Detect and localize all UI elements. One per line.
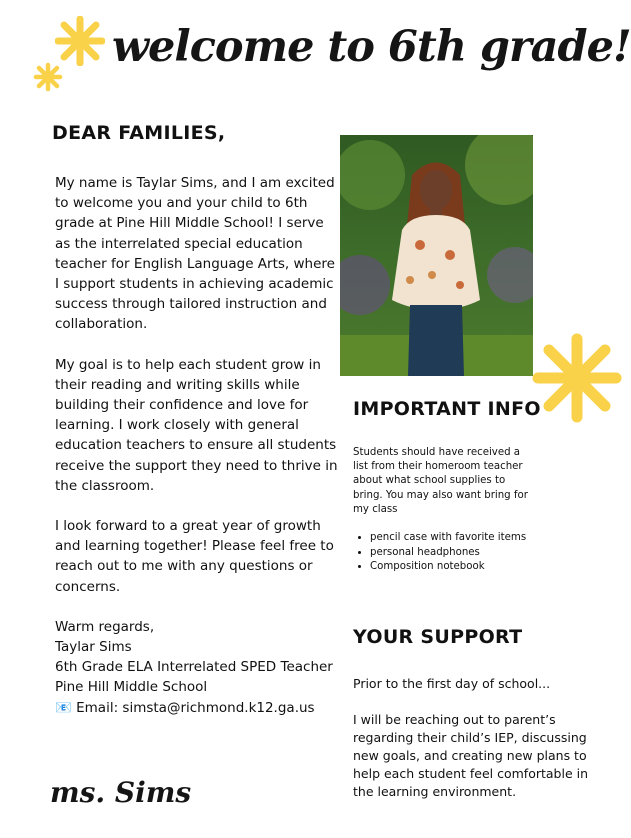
portrait-illustration [340,135,533,376]
sparkle-large-icon [55,16,105,66]
email-line [55,698,340,718]
teacher-role: 6th Grade ELA Interrelated SPED Teacher [55,659,333,676]
school-name: Pine Hill Middle School [55,679,208,696]
letter-paragraph-1: My name is Taylar Sims, and I am excited to welcome you and your child to 6th grade at Pine Hill Middle School! I serve as the interrelated special education teacher for English Language Arts, where I support students in achieving academic success through tailored instruction and collaboration. [55,175,335,333]
supplies-list [353,531,526,575]
email-address[interactable]: simsta@richmond.k12.ga.us [122,699,315,716]
closing: Warm regards, [55,618,155,635]
support-intro: Prior to the first day of school... [353,676,551,691]
list-item: • Composition notebook [370,560,526,575]
letter-paragraph-3: I look forward to a great year of growth and learning together! Please feel free to reach out to me with any questions or concerns. [55,518,334,595]
support-text: I will be reaching out to parent’s regarding their child’s IEP, discussing new goals, and creating new plans to help each student feel comfortable in the learning environment. [353,712,589,799]
signature-block [55,617,340,718]
sparkle-small-icon [33,62,63,92]
email-icon: 📧 [55,699,72,716]
list-item: • pencil case with favorite items [370,531,526,546]
page-title: welcome to 6th grade! [112,22,631,72]
sparkle-right-icon [530,331,624,425]
letter-body [55,173,340,718]
portrait-photo [340,135,533,376]
email-label: Email: [76,699,119,716]
handwritten-signature: ms. Sims [50,776,192,809]
letter-greeting: DEAR FAMILIES, [52,122,226,144]
important-info-heading: IMPORTANT INFO [353,398,541,420]
teacher-name: Taylar Sims [55,639,132,656]
important-info-text: Students should have received a list from their homeroom teacher about what school supplies to bring. You may also want bring for my class [353,447,528,515]
your-support-heading: YOUR SUPPORT [353,626,523,648]
list-item: • personal headphones [370,546,526,561]
letter-paragraph-2: My goal is to help each student grow in their reading and writing skills while building their confidence and love for learning. I work closely with general education teachers to ensure all students receive the support they need to thrive in the classroom. [55,356,338,494]
